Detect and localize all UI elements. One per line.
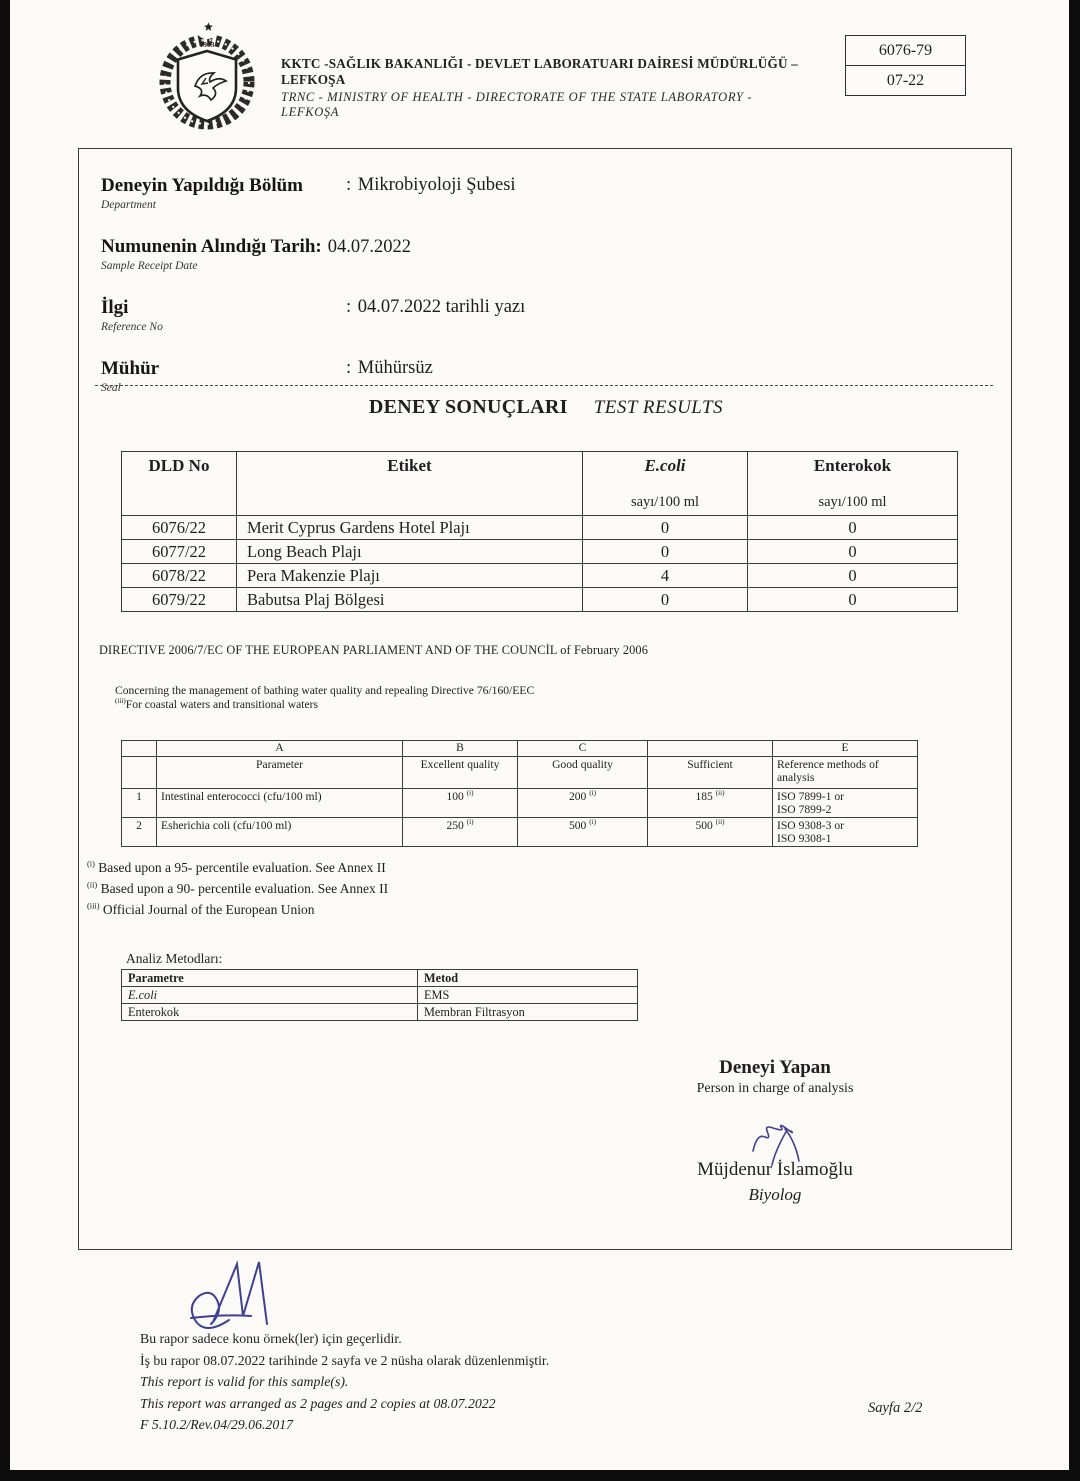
analysis-methods-table — [121, 969, 638, 1021]
col-label-enterokok: Enterokok — [813, 456, 892, 475]
col-label-ecoli: E.coli — [644, 456, 686, 475]
letter-cell: C — [518, 741, 648, 757]
footer-line-validity-en: This report is valid for this sample(s). — [140, 1374, 349, 1389]
table-row — [122, 1004, 638, 1021]
cell-dld: 6078/22 — [122, 564, 237, 588]
field-receipt-date-label: Numunenin Alındığı Tarih — [101, 236, 316, 257]
emblem-icon — [148, 14, 266, 134]
param-header-row — [122, 757, 918, 789]
col-label-dld: DLD No — [148, 456, 210, 475]
footnote-text: Based upon a 90- percentile evaluation. See Annex II — [100, 881, 389, 896]
cell-dld: 6076/22 — [122, 516, 237, 540]
analyst-role: Biyolog — [748, 1185, 802, 1204]
results-col-enterokok — [748, 452, 958, 516]
scan-edge-right — [1069, 0, 1080, 1481]
col-label-etiket: Etiket — [387, 456, 432, 475]
cell-etiket: Babutsa Plaj Bölgesi — [237, 588, 583, 612]
results-col-dld — [122, 452, 237, 516]
footnote-marker: (ii) — [715, 789, 725, 798]
header-cell-parametre: Parametre — [122, 970, 418, 987]
cell-etiket: Pera Makenzie Plajı — [237, 564, 583, 588]
cell-param: E.coli — [122, 987, 418, 1004]
field-seal-value — [346, 358, 433, 379]
letter-cell: E — [773, 741, 918, 757]
footnote-marker: (i) — [466, 789, 474, 798]
header-cell-metod: Metod — [418, 970, 638, 987]
directive-title: DIRECTIVE 2006/7/EC OF THE EUROPEAN PARLIAMENT AND OF THE COUNCİL of February 2006 — [99, 643, 649, 657]
cell-no: 1 — [122, 789, 157, 818]
cell-ecoli: 0 — [583, 588, 748, 612]
footnote-marker: (i) — [466, 818, 474, 827]
field-receipt-date-value: 04.07.2022 — [327, 237, 411, 257]
field-department-label: Deneyin Yapıldığı Bölüm — [101, 175, 304, 196]
analyst-name: Müjdenur İslamoğlu — [697, 1159, 853, 1180]
field-seal-sublabel: Seal — [101, 382, 121, 394]
reference-method-line: ISO 7899-1 or — [777, 790, 844, 803]
footnote-marker: (i) — [87, 859, 95, 869]
ref-box-sample-range: 6076-79 — [845, 35, 966, 66]
field-reference-sublabel: Reference No — [101, 321, 163, 333]
field-receipt-date — [101, 236, 981, 282]
cell-metod: EMS — [418, 987, 638, 1004]
limit-value: 100 — [446, 790, 464, 803]
emblem-year: 1983 — [199, 40, 215, 49]
signature-title-turkish: Deneyi Yapan — [719, 1057, 831, 1078]
cell-etiket: Merit Cyprus Gardens Hotel Plajı — [237, 516, 583, 540]
field-seal-label: Mühür — [101, 358, 160, 379]
cell-excellent — [403, 789, 518, 818]
trnc-emblem-logo — [148, 14, 266, 134]
colon: : — [346, 297, 352, 317]
test-results-table — [121, 451, 958, 612]
unit-label: sayı/100 ml — [630, 494, 700, 510]
field-receipt-date-sublabel: Sample Receipt Date — [101, 260, 198, 272]
dashed-separator — [95, 385, 993, 386]
cell-ecoli: 0 — [583, 516, 748, 540]
scan-edge-left — [0, 0, 10, 1481]
directive-note — [115, 698, 979, 711]
results-header-row — [122, 452, 958, 516]
cell-param: Enterokok — [122, 1004, 418, 1021]
cell-ecoli: 4 — [583, 564, 748, 588]
cell-enterokok: 0 — [748, 588, 958, 612]
footnote-iii — [87, 899, 687, 920]
table-row — [122, 818, 918, 847]
page-number: Sayfa 2/2 — [868, 1400, 923, 1416]
header-cell-sufficient: Sufficient — [648, 757, 773, 789]
letter-cell — [648, 741, 773, 757]
signature-title-english: Person in charge of analysis — [696, 1081, 854, 1096]
table-row — [122, 564, 958, 588]
letter-cell: A — [157, 741, 403, 757]
header-cell-excellent: Excellent quality — [403, 757, 518, 789]
cell-good — [518, 818, 648, 847]
cell-no: 2 — [122, 818, 157, 847]
signature-block — [607, 1057, 943, 1205]
methods-header-row — [122, 970, 638, 987]
letter-cell — [122, 741, 157, 757]
cell-dld: 6077/22 — [122, 540, 237, 564]
reference-method-line: ISO 9308-3 or — [777, 819, 844, 832]
methods-title: Analiz Metodları: — [126, 951, 223, 966]
limit-value: 250 — [446, 819, 464, 832]
footnote-ii — [87, 878, 687, 899]
report-footer — [140, 1328, 840, 1436]
header-cell-parameter: Parameter — [157, 757, 403, 789]
reference-value-text: 04.07.2022 tarihli yazı — [357, 297, 526, 317]
footnote-i — [87, 857, 687, 878]
table-row — [122, 987, 638, 1004]
table-row — [122, 540, 958, 564]
colon: : — [346, 175, 352, 195]
cell-metod: Membran Filtrasyon — [418, 1004, 638, 1021]
colon: : — [346, 358, 352, 378]
scan-edge-bottom — [0, 1470, 1080, 1481]
colon: : — [315, 236, 322, 257]
cell-enterokok: 0 — [748, 516, 958, 540]
footnote-marker: (i) — [589, 818, 597, 827]
footnotes — [87, 857, 687, 920]
table-row — [122, 588, 958, 612]
report-body-frame — [78, 148, 1012, 1250]
table-row — [122, 516, 958, 540]
results-col-etiket — [237, 452, 583, 516]
cell-excellent — [403, 818, 518, 847]
footnote-marker: (iii) — [87, 901, 100, 911]
cell-dld: 6079/22 — [122, 588, 237, 612]
header-cell-good: Good quality — [518, 757, 648, 789]
ministry-header — [281, 56, 811, 120]
seal-value-text: Mühürsüz — [357, 358, 433, 378]
field-reference-value — [346, 297, 525, 318]
cell-etiket: Long Beach Plajı — [237, 540, 583, 564]
cell-good — [518, 789, 648, 818]
cell-parameter: Esherichia coli (cfu/100 ml) — [157, 818, 403, 847]
field-department-value — [346, 175, 516, 196]
unit-label: sayı/100 ml — [818, 494, 887, 510]
cell-parameter: Intestinal enterococci (cfu/100 ml) — [157, 789, 403, 818]
ministry-name-english: TRNC - MINISTRY OF HEALTH - DIRECTORATE OF THE STATE LABORATORY - LEFKOŞA — [281, 90, 753, 119]
limit-value: 500 — [568, 819, 587, 832]
directive-paragraph — [99, 643, 979, 711]
footer-line-arranged-tr: İş bu rapor 08.07.2022 tarihinde 2 sayfa ve 2 nüsha olarak düzenlenmiştir. — [140, 1352, 550, 1368]
directive-subtitle: Concerning the management of bathing water quality and repealing Directive 76/160/EEC — [115, 684, 535, 697]
reference-number-boxes — [845, 35, 966, 96]
cell-ecoli: 0 — [583, 540, 748, 564]
results-col-ecoli — [583, 452, 748, 516]
reference-method-line: ISO 7899-2 — [777, 803, 832, 816]
directive-note-text: For coastal waters and transitional waters — [125, 698, 318, 711]
department-value-text: Mikrobiyoloji Şubesi — [357, 175, 516, 195]
footnote-marker: (iii) — [115, 697, 126, 706]
section-title-english: TEST RESULTS — [593, 397, 724, 418]
reference-method-line: ISO 9308-1 — [777, 832, 832, 845]
column-letter-row — [122, 741, 918, 757]
footer-line-validity-tr: Bu rapor sadece konu örnek(ler) için geçerlidir. — [140, 1331, 402, 1346]
limit-value: 185 — [695, 790, 713, 803]
field-reference — [101, 297, 981, 343]
cell-reference — [773, 818, 918, 847]
cell-sufficient — [648, 789, 773, 818]
section-title-turkish: DENEY SONUÇLARI — [368, 396, 568, 418]
limit-value: 200 — [568, 790, 587, 803]
cell-sufficient — [648, 818, 773, 847]
footnote-marker: (i) — [589, 789, 597, 798]
header-cell-reference: Reference methods of analysis — [773, 757, 918, 789]
parameter-limits-table — [121, 740, 918, 847]
cell-enterokok: 0 — [748, 564, 958, 588]
footnote-marker: (ii) — [715, 818, 725, 827]
letter-cell: B — [403, 741, 518, 757]
meta-fields — [101, 175, 981, 419]
header-cell — [122, 757, 157, 789]
limit-value: 500 — [695, 819, 713, 832]
table-row — [122, 789, 918, 818]
cell-enterokok: 0 — [748, 540, 958, 564]
section-title — [79, 396, 1013, 419]
ref-box-month-year: 07-22 — [845, 65, 966, 96]
form-number: F 5.10.2/Rev.04/29.06.2017 — [140, 1417, 294, 1432]
footnote-text: Official Journal of the European Union — [102, 902, 315, 917]
footnote-text: Based upon a 95- percentile evaluation. See Annex II — [98, 860, 386, 875]
footer-line-arranged-en: This report was arranged as 2 pages and 2 copies at 08.07.2022 — [140, 1395, 496, 1411]
field-department — [101, 175, 981, 221]
ministry-name-turkish: KKTC -SAĞLIK BAKANLIĞI - DEVLET LABORATUARI DAİRESİ MÜDÜRLÜĞÜ – LEFKOŞA — [281, 56, 798, 87]
footnote-marker: (ii) — [87, 880, 98, 890]
cell-reference — [773, 789, 918, 818]
field-department-sublabel: Department — [101, 199, 156, 211]
field-reference-label: İlgi — [101, 297, 129, 318]
